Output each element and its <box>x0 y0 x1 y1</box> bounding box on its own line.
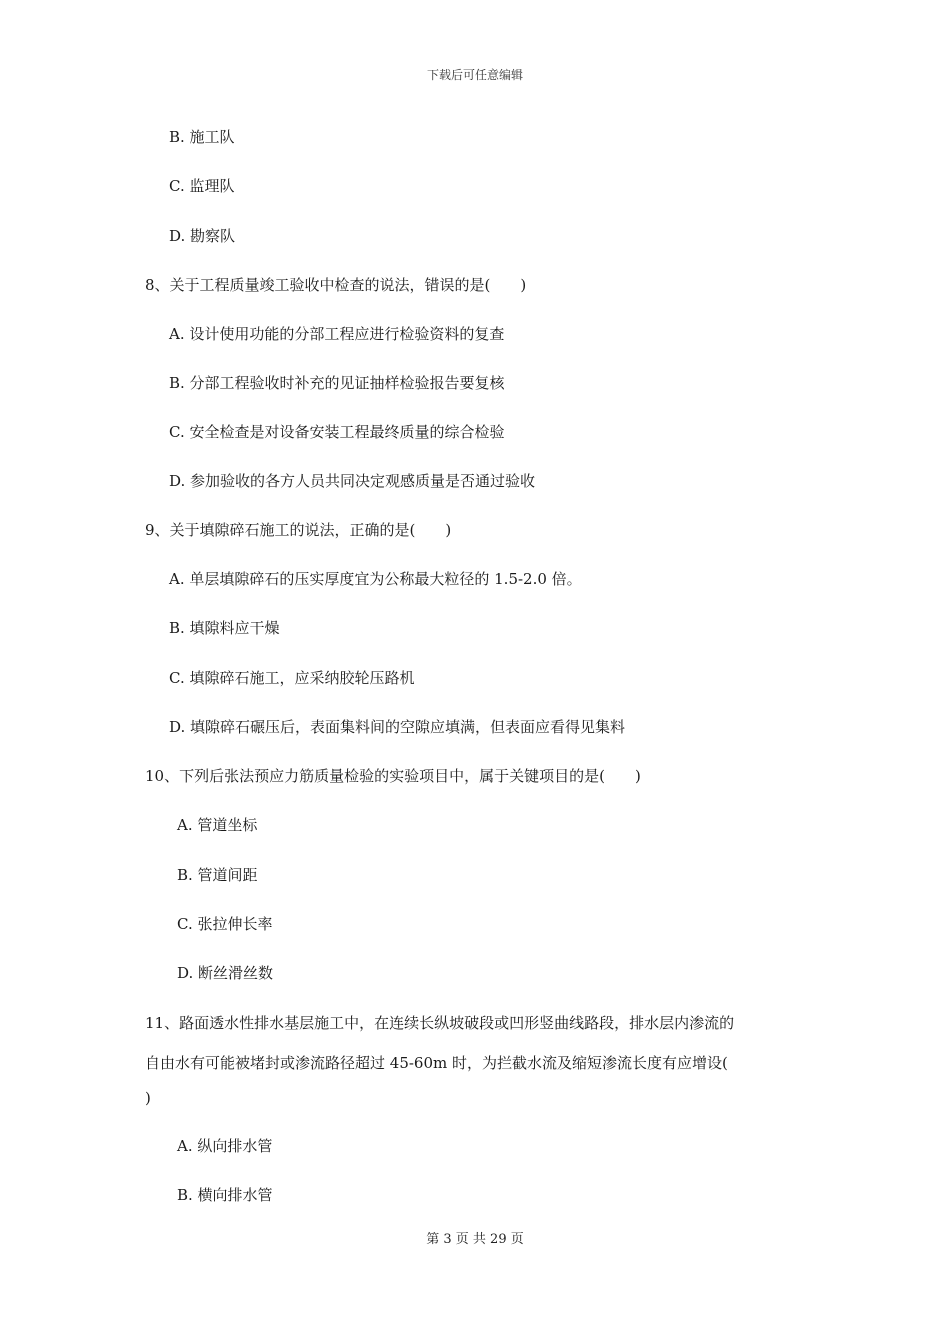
page-header: 下载后可任意编辑 <box>426 68 523 82</box>
page-footer: 第 3 页 共 29 页 <box>426 1232 524 1247</box>
option-10b: B. 管道间距 <box>177 866 258 884</box>
question-11-line-2: 自由水有可能被堵封或渗流路径超过 45-60m 时，为拦截水流及缩短渗流长度有应增设( <box>145 1054 728 1072</box>
option-11a: A. 纵向排水管 <box>177 1137 273 1155</box>
option-9a: A. 单层填隙碎石的压实厚度宜为公称最大粒径的 1.5-2.0 倍。 <box>169 570 582 588</box>
question-8: 8、关于工程质量竣工验收中检查的说法，错误的是( ) <box>145 276 527 294</box>
question-11-line-1: 11、路面透水性排水基层施工中，在连续长纵坡破段或凹形竖曲线路段，排水层内渗流的 <box>145 1014 735 1032</box>
question-10: 10、下列后张法预应力筋质量检验的实验项目中，属于关键项目的是( ) <box>145 767 641 785</box>
option-9d: D. 填隙碎石碾压后，表面集料间的空隙应填满，但表面应看得见集料 <box>169 718 626 736</box>
option-8c: C. 安全检查是对设备安装工程最终质量的综合检验 <box>169 423 505 441</box>
option-7d: D. 勘察队 <box>169 227 236 245</box>
option-9b: B. 填隙料应干燥 <box>169 619 280 637</box>
option-8d: D. 参加验收的各方人员共同决定观感质量是否通过验收 <box>169 472 536 490</box>
option-10d: D. 断丝滑丝数 <box>177 964 274 982</box>
option-9c: C. 填隙碎石施工，应采纳胶轮压路机 <box>169 669 415 687</box>
option-7b: B. 施工队 <box>169 128 235 146</box>
option-7c: C. 监理队 <box>169 177 235 195</box>
option-8b: B. 分部工程验收时补充的见证抽样检验报告要复核 <box>169 374 505 392</box>
option-10c: C. 张拉伸长率 <box>177 915 273 933</box>
question-11-line-3: ) <box>145 1089 151 1107</box>
question-9: 9、关于填隙碎石施工的说法，正确的是( ) <box>145 521 452 539</box>
option-11b: B. 横向排水管 <box>177 1186 273 1204</box>
option-10a: A. 管道坐标 <box>177 816 258 834</box>
option-8a: A. 设计使用功能的分部工程应进行检验资料的复查 <box>169 325 505 343</box>
